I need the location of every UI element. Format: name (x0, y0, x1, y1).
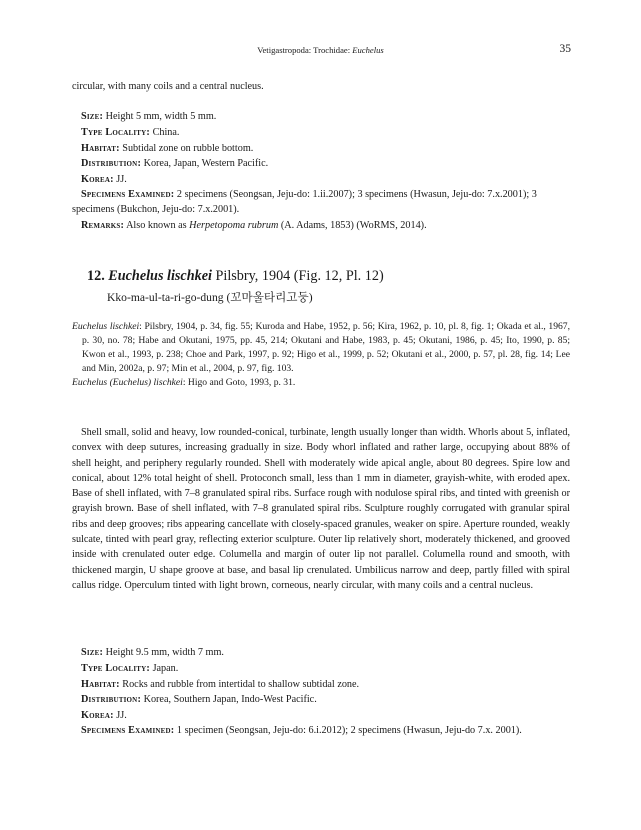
specimens-examined-field: Specimens Examined: 2 specimens (Seongsan, Jeju-do: 1.ii.2007); 3 specimens (Hwasun, Jeju-do: 7.x.2001); 3 specimens (Bukchon, Jeju-do: 7.x.2001). (72, 188, 537, 215)
size-field: Size: Height 9.5 mm, width 7 mm. (81, 647, 224, 658)
synonymy-entry: Euchelus (Euchelus) lischkei: Higo and Goto, 1993, p. 31. (72, 377, 296, 389)
habitat-field: Habitat: Subtidal zone on rubble bottom. (81, 142, 254, 154)
size-field: Size: Height 5 mm, width 5 mm. (81, 111, 217, 122)
page-number: 35 (559, 43, 571, 55)
type-locality-field: Type Locality: Japan. (81, 662, 179, 674)
specimens-examined-field: Specimens Examined: 1 specimen (Seongsan, Jeju-do: 6.i.2012); 2 specimens (Hwasun, Jeju-do 7.x. 2001). (81, 724, 522, 736)
running-title: Vetigastropoda: Trochidae: Euchelus (257, 45, 384, 55)
species-authority: Pilsbry, 1904 (Fig. 12, Pl. 12) (215, 268, 384, 284)
distribution-field: Distribution: Korea, Japan, Western Pacific. (81, 158, 269, 170)
type-locality-field: Type Locality: China. (81, 126, 180, 138)
previous-species-continuation: circular, with many coils and a central nucleus. (72, 81, 264, 92)
species-fields (81, 645, 570, 739)
remarks-field: Remarks: Also known as Herpetopoma rubrum (A. Adams, 1853) (WoRMS, 2014). (81, 219, 427, 231)
korea-field: Korea: JJ. (81, 174, 127, 186)
previous-species-fields (72, 109, 570, 233)
korea-field: Korea: JJ. (81, 710, 127, 722)
synonymy-list (72, 320, 570, 390)
running-head (0, 43, 641, 57)
species-name: Euchelus lischkei (108, 268, 212, 284)
synonymy-entry: Euchelus lischkei: Pilsbry, 1904, p. 34, fig. 55; Kuroda and Habe, 1952, p. 56; Kira, 1962, p. 10, pl. 8, fig. 1; Okada et al., 1967, p. 30, no. 78; Habe and Okutani, 1975, pp. 45, 214; Okutani and Habe, 1983, p. 45; Okutani, 1986, p. 45; Ito, 1990, p. 85; Kwon et al., 1993, p. 238; Choe and Park, 1997, p. 92; Higo et al., 1999, p. 52; Okutani et al., 2000, p. 57, pl. 28, fig. 14; Lee and Min, 2002a, p. 97; Min et al., 2004, p. 97, fig. 103. (72, 321, 570, 375)
habitat-field: Habitat: Rocks and rubble from intertidal to shallow subtidal zone. (81, 678, 360, 690)
species-description: Shell small, solid and heavy, low rounded-conical, turbinate, length usually longer than width. Whorls about 5, inflated, convex with deep sutures, increasing gradually in size. Body whorl inflated and rather large, occupying about 88% of shell height, and periphery regularly rounded. Shell with moderately wide apical angle, about 80 degrees. Spire low and conical, about 12% total height of shell. Protoconch small, less than 1 mm in diameter, grayish-white, with eroded apex. Base of shell inflated, with 7–8 granulated spiral ribs. Surface rough with nodulose spiral ribs, and tinted with greenish or grayish brown. Base of shell inflated, with 7–8 granulated spiral ribs. Sculpture roughly corrugated with granular spiral ribs and deep grooves; ribs appearing cancellate with closely-spaced granules, weaker on spire. Aperture rounded, weakly sulcate, tinted with pearl gray, reflecting exterior sculpture. Outer lip relatively short, moderately thickened, and grooved inside with crenulated outer edge. Columella and margin of outer lip not parallel. Columella round and smooth, with thickened margin, U shape groove at base, and basal lip crenulated. Umbilicus narrow and deep, partly filled with spiral callus ridge. Operculum tinted with light brown, corneous, nearly circular, with many coils and a central nucleus. (72, 427, 570, 591)
vernacular-name: Kko-ma-ul-ta-ri-go-dung (꼬마울타리고둥) (107, 291, 313, 304)
distribution-field: Distribution: Korea, Southern Japan, Indo-West Pacific. (81, 694, 317, 706)
species-heading: 12. Euchelus lischkei Pilsbry, 1904 (Fig. 12, Pl. 12) (87, 268, 384, 284)
